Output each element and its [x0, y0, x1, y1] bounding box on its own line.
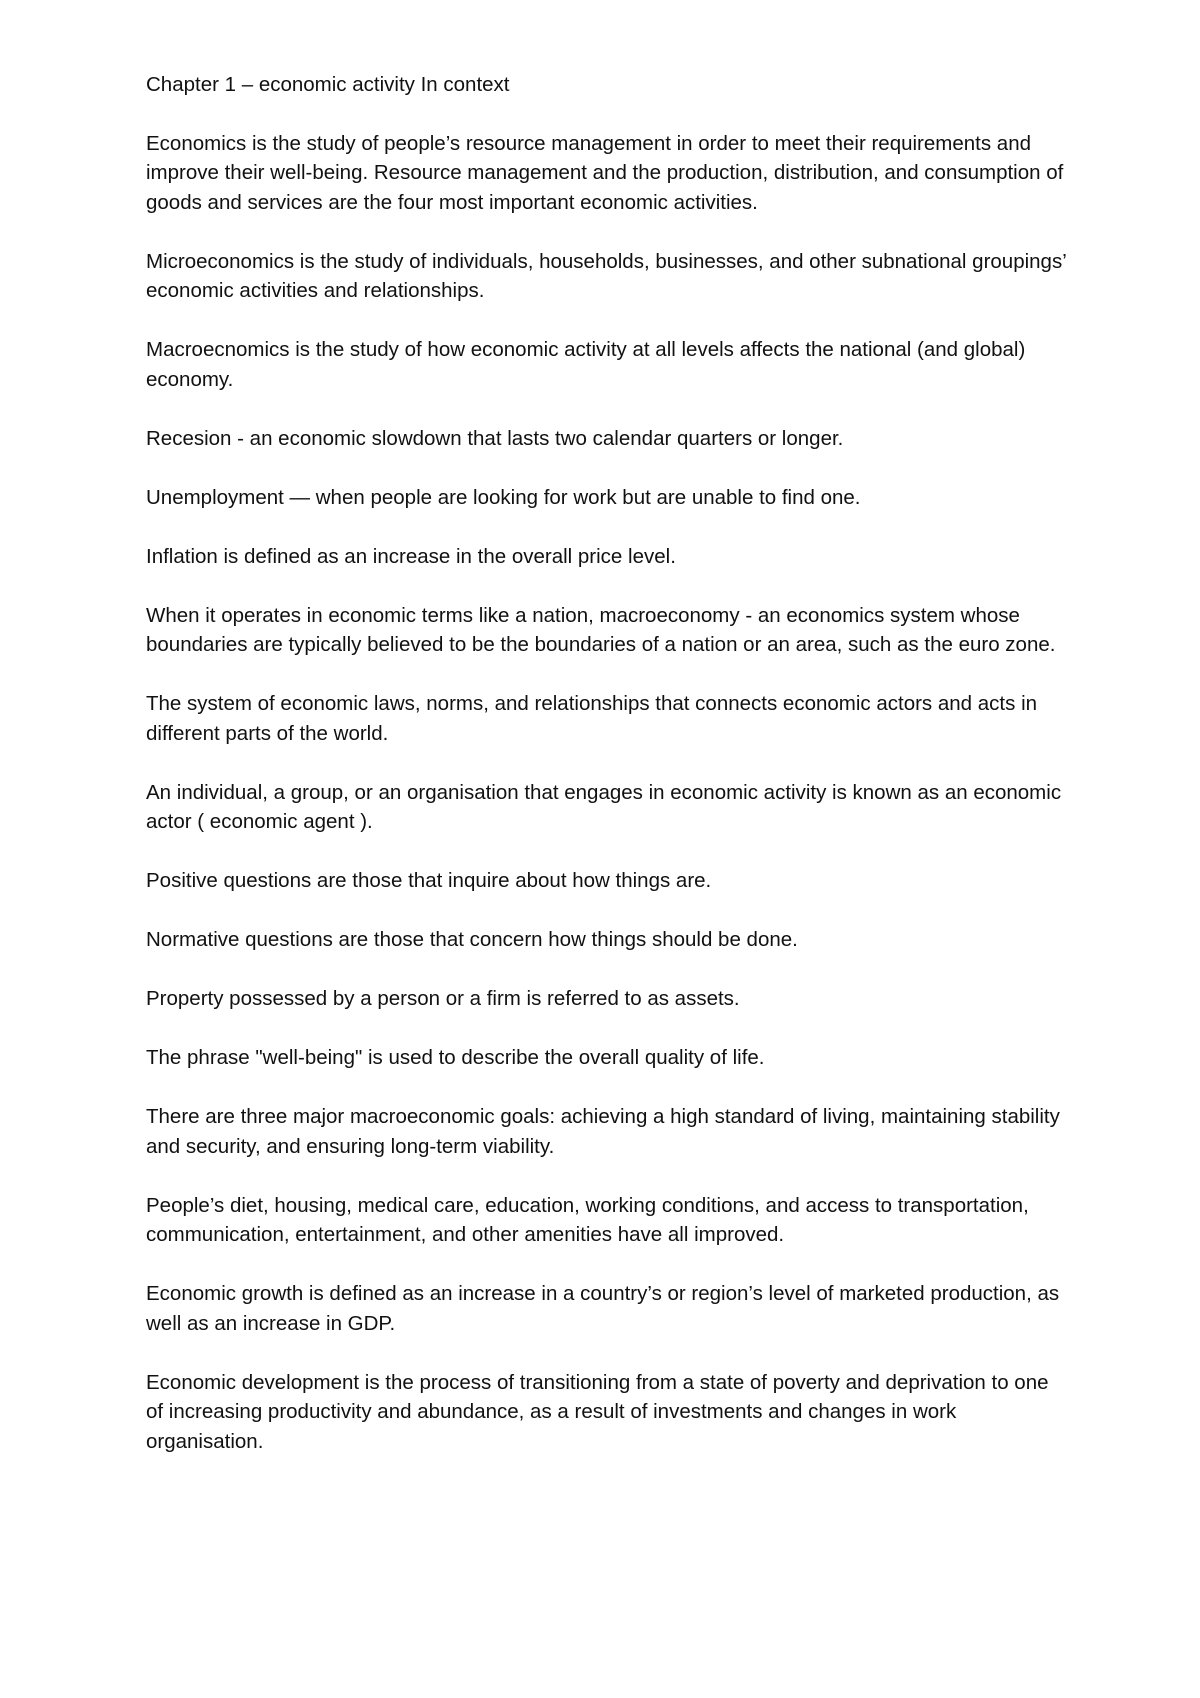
paragraph-economics: Economics is the study of people’s resource management in order to meet their requirements and improve their well-being. Resource management and the production, distribution, and consumption of goods and services are the four most important economic activities.: [146, 131, 1064, 214]
paragraph-economic-growth: Economic growth is defined as an increase in a country’s or region’s level of marketed production, as well as an increase in GDP.: [146, 1282, 1060, 1335]
paragraph-economic-system: The system of economic laws, norms, and relationships that connects economic actors and acts in different parts of the world.: [146, 692, 1038, 745]
paragraph-unemployment: Unemployment — when people are looking for work but are unable to find one.: [146, 485, 861, 509]
paragraph-macroeconomy: When it operates in economic terms like a nation, macroeconomy - an economics system whose boundaries are typically believed to be the boundaries of a nation or an area, such as the euro zone.: [146, 603, 1056, 656]
paragraph-recession: Recesion - an economic slowdown that lasts two calendar quarters or longer.: [146, 426, 844, 450]
chapter-title: Chapter 1 – economic activity In context: [146, 73, 510, 96]
paragraph-assets: Property possessed by a person or a firm is referred to as assets.: [146, 987, 740, 1010]
paragraph-inflation: Inflation is defined as an increase in the overall price level.: [146, 544, 676, 568]
paragraph-well-being: The phrase "well-being" is used to describe the overall quality of life.: [146, 1046, 765, 1069]
paragraph-macroeconomic-goals: There are three major macroeconomic goals: achieving a high standard of living, maintaining stability and security, and ensuring long-term viability.: [146, 1105, 1060, 1158]
paragraph-macroeconomics: Macroecnomics is the study of how economic activity at all levels affects the national (and global) economy.: [146, 338, 1026, 391]
paragraph-normative-questions: Normative questions are those that concern how things should be done.: [146, 928, 798, 951]
paragraph-microeconomics: Microeconomics is the study of individuals, households, businesses, and other subnational groupings’ economic activities and relationships.: [146, 249, 1066, 302]
document-body: [146, 70, 1066, 1486]
paragraph-economic-actor: An individual, a group, or an organisation that engages in economic activity is known as an economic actor ( economic agent ).: [146, 780, 1062, 833]
paragraph-positive-questions: Positive questions are those that inquire about how things are.: [146, 869, 712, 892]
paragraph-economic-development: Economic development is the process of transitioning from a state of poverty and deprivation to one of increasing productivity and abundance, as a result of investments and changes in work organisation.: [146, 1370, 1049, 1453]
paragraph-living-standards: People’s diet, housing, medical care, education, working conditions, and access to transportation, communication, entertainment, and other amenities have all improved.: [146, 1193, 1029, 1246]
